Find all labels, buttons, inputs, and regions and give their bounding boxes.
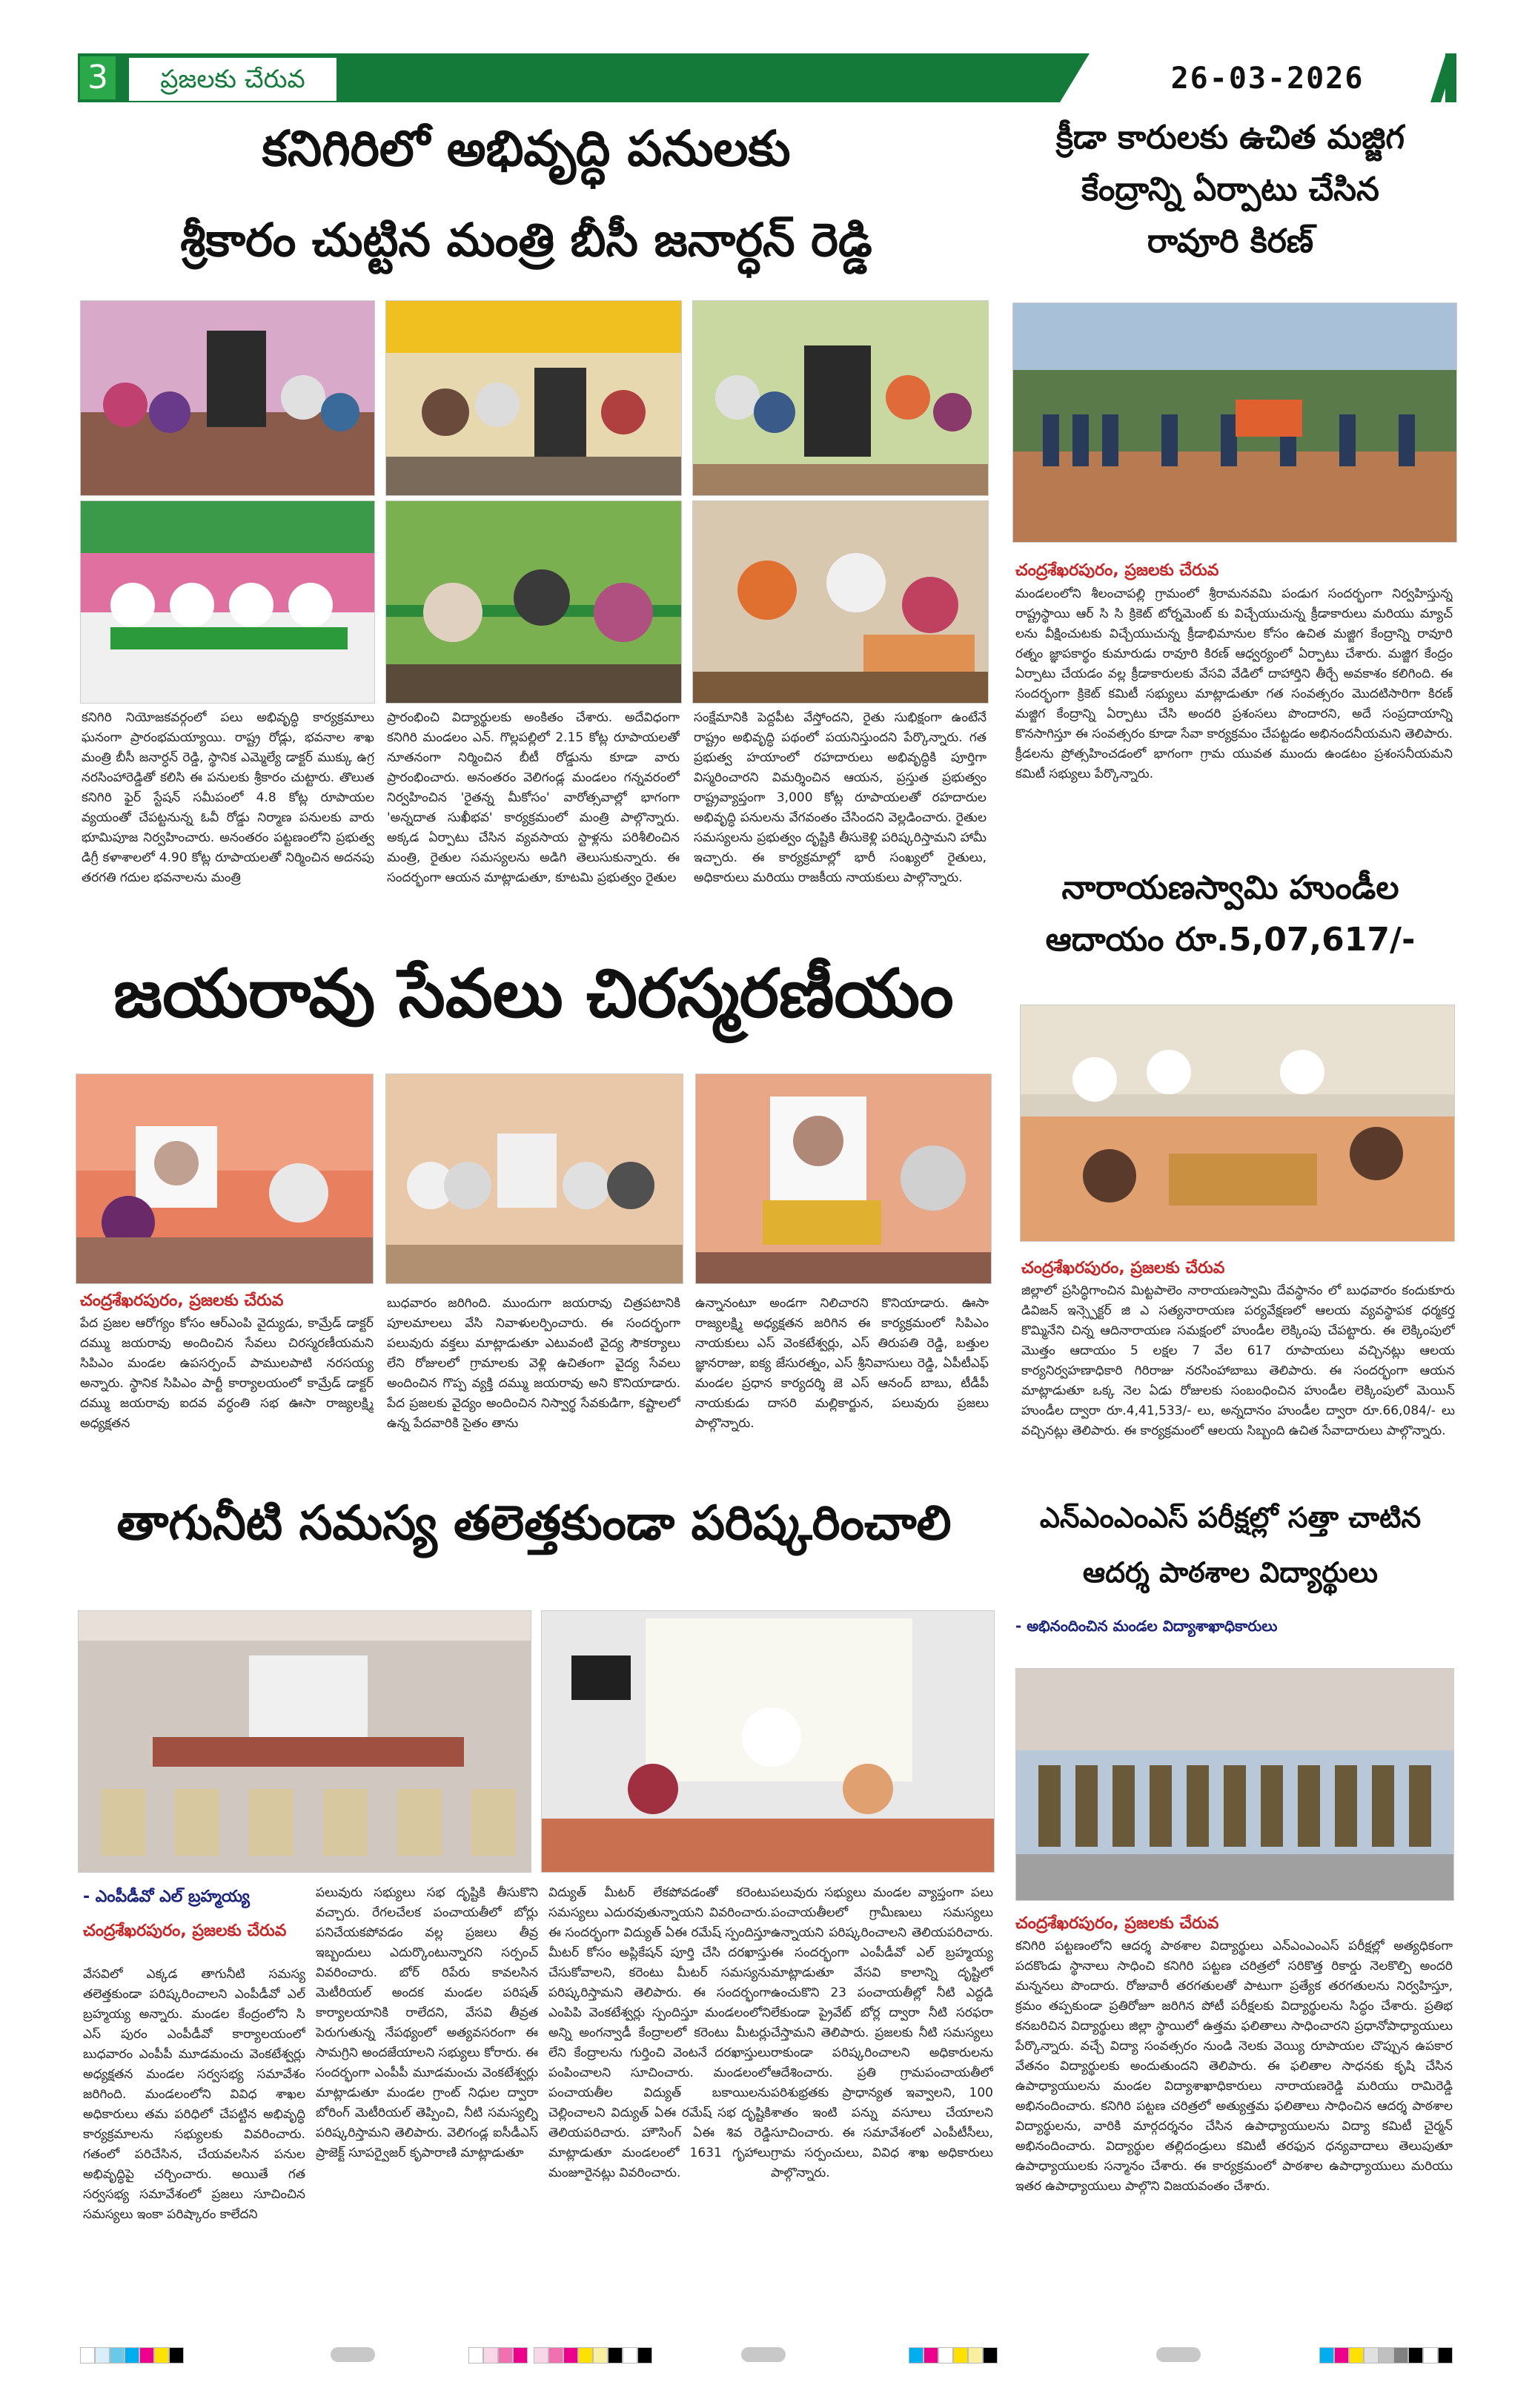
article4-headline: జయరావు సేవలు చిరస్మరణీయం (113, 955, 954, 1033)
article4-dateline: చంద్రశేఖరపురం, ప్రజలకు చేరువ (80, 1291, 284, 1310)
article3-photo (1020, 1005, 1455, 1242)
article2-dateline: చంద్రశేఖరపురం, ప్రజలకు చేరువ (1015, 561, 1219, 580)
article6-photo (1015, 1668, 1454, 1901)
registration-pill-3 (1156, 2347, 1201, 2362)
page-number: 3 (80, 56, 116, 99)
article5-headline: తాగునీటి సమస్య తలెత్తకుండా పరిష్కరించాలి (116, 1496, 952, 1551)
article5-dateline: చంద్రశేఖరపురం, ప్రజలకు చేరువ (83, 1922, 287, 1940)
article6-body: కనిగిరి పట్టణంలోని ఆదర్శ పాఠశాల విద్యార్థులు ఎన్ఎంఎంఎస్ పరీక్షల్లో అత్యధికంగా పదకొండు స్థానాలు సాధించి కనిగిరి పట్టణ చరిత్రలో సరికొత్త రికార్డు నెలకొల్పి అందరి మన్ననలు పొందారు. రోజువారీ తరగతులతో పాటుగా ప్రత్యేక తరగతులను నిర్వహిస్తూ, క్రమం తప్పకుండా ప్రతిరోజూ జరిగిన పోటీ పరీక్షలకు విద్యార్థులను సిద్ధం చేశారు. ప్రతిభ కనబరిచిన విద్యార్థులు జిల్లా స్థాయిలో ఉత్తమ ఫలితాలు సాధించారని ప్రధానోపాధ్యాయులు పేర్కొన్నారు. వచ్చే విద్యా సంవత్సరం నుండి నెలకు వెయ్యి రూపాయల చొప్పున ఉపకార వేతనం విద్యార్థులకు అందుతుందని తెలిపారు. ఈ ఫలితాల సాధనకు కృషి చేసిన ఉపాధ్యాయులను మండల విద్యాశాఖాధికారులు నారాయణరెడ్డి మరియు రామిరెడ్డి అభినందించారు. కనిగిరి పట్టణ చరిత్రలో అత్యుత్తమ ఫలితాలు సాధించిన ఆదర్శ పాఠశాల విద్యార్థులను, వారికి మార్గదర్శనం చేసిన ఉపాధ్యాయులను విద్యా కమిటీ చైర్మన్ అభినందించారు. విద్యార్థుల తల్లిదండ్రులు కమిటీ తరఫున ధన్యవాదాలు తెలుపుతూ ఉపాధ్యాయులకు సన్మానం చేశారు. ఈ కార్యక్రమంలో పాఠశాల ఉపాధ్యాయులు మరియు ఇతర ఉపాధ్యాయులు పాల్గొని విజయవంతం చేశారు. (1015, 1939, 1453, 2194)
issue-date: 26-03-2026 (1170, 62, 1364, 96)
article3-headline-2: ఆదాయం రూ.5,07,617/- (1045, 921, 1416, 959)
registration-pill-1 (331, 2347, 375, 2362)
article3-dateline: చంద్రశేఖరపురం, ప్రజలకు చేరువ (1021, 1259, 1225, 1277)
article3-body: జిల్లాలో ప్రసిద్ధిగాంచిన మిట్టపాలెం నారాయణస్వామి దేవస్థానం లో బుధవారం కందుకూరు డివిజన్ ఇన్స్పెక్టర్ జి ఎ సత్యనారాయణ పర్యవేక్షణలో ఆలయ వ్యవస్థాపక ధర్మకర్త కొమ్మినేని చిన్న ఆదినారాయణ సమక్షంలో హుండీల లెక్కింపు చేపట్టారు. ఈ లెక్కింపులో మొత్తం ఆదాయం 5 లక్షల 7 వేల 617 రూపాయలు వచ్చినట్లు ఆలయ కార్యనిర్వహణాధికారి గిరిరాజు నరసింహాబాబు తెలిపారు. ఈ సందర్భంగా ఆయన మాట్లాడుతూ ఒక్క నెల ఏడు రోజులకు సంబంధించిన హుండీల లెక్కింపులో మెయిన్ హుండీల ద్వారా రూ.4,41,533/- లు, అన్నదానం హుండీల ద్వారా రూ.66,084/- లు వచ్చినట్లు తెలిపారు. ఈ కార్యక్రమంలో ఆలయ సిబ్బంది ఉచిత సేవాదారులు పాల్గొన్నారు. (1021, 1283, 1455, 1438)
article5-photo-2 (541, 1610, 995, 1873)
article2-headline-1: క్రీడా కారులకు ఉచిత మజ్జిగ (1055, 119, 1405, 156)
article4-column-1: పేద ప్రజల ఆరోగ్యం కోసం ఆర్ఎంపి వైద్యుడు, కామ్రేడ్ డాక్టర్ దమ్ము జయరావు అందించిన సేవలు చిరస్మరణీయమని సిపిఎం మండల ఉపసర్పంచ్ పాములపాటి నరసయ్య అన్నారు. స్థానిక సిపిఎం పార్టీ కార్యాలయంలో కామ్రేడ్ డాక్టర్ దమ్ము జయరావు ఐదవ వర్ధంతి సభ ఊసా రాజ్యలక్ష్మి అధ్యక్షతన (80, 1316, 374, 1431)
article1-column-3: సంక్షేమానికి పెద్దపీట వేస్తోందని, రైతు సుభిక్షంగా ఉంటేనే రాష్ట్రం అభివృద్ధి పథంలో పయనిస్తుందని పేర్కొన్నారు. గత ప్రభుత్వ హయాంలో రహదారులు అభివృద్ధికి పూర్తిగా విస్మరించారని విమర్శించిన ఆయన, ప్రస్తుత ప్రభుత్వం రాష్ట్రవ్యాప్తంగా 3,000 కోట్ల రూపాయలతో రహదారుల అభివృద్ధి పనులను వేగవంతం చేసిందని వెల్లడించారు. రైతుల సమస్యలను ప్రభుత్వం దృష్టికి తీసుకెళ్లి పరిష్కరిస్తామని హామీ ఇచ్చారు. ఈ కార్యక్రమాల్లో భారీ సంఖ్యలో రైతులు, అధికారులు మరియు రాజకీయ నాయకులు పాల్గొన్నారు. (694, 710, 986, 885)
article1-photo-5 (385, 500, 682, 704)
article2-headline-3: రావూరి కిరణ్ (1147, 222, 1314, 260)
article6-caption: - అభినందించిన మండల విద్యాశాఖాధికారులు (1015, 1617, 1278, 1635)
article1-headline-1: కనిగిరిలో అభివృద్ధి పనులకు (262, 120, 791, 177)
article4-photo-1 (76, 1074, 374, 1284)
article4-photo-2 (385, 1074, 683, 1284)
article1-headline-2: శ్రీకారం చుట్టిన మంత్రి బీసీ జనార్ధన్ రెడ్డి (180, 213, 872, 267)
article5-column-3: విద్యుత్ మీటర్ లేకపోవడంతో కరెంటు సమస్యలు ఎదురవుతున్నాయని వివరించారు. ఈ సందర్భంగా విద్యుత్ ఏఈ రమేష్ స్పందిస్తూ మీటర్ కోసం అప్లికేషన్ పూర్తి చేసి దరఖాస్తు చేసుకోవాలని, కరెంటు మీటర్ సమస్యను పరిష్కరిస్తామని తెలిపారు. ఈ సందర్భంగా ఎంపిపి వెంకటేశ్వర్లు స్పందిస్తూ మండలంలోని అన్ని అంగన్వాడీ కేంద్రాలలో కరెంటు మీటర్లు లేని కేంద్రాలను గుర్తించి వెంటనే దరఖాస్తులు పంపించాలని సూచించారు. మండలంలో పంచాయతీల విద్యుత్ బకాయిలను చెల్లించాలని విద్యుత్ ఏఈ రమేష్ సభ దృష్టికి తెలియపరిచారు. హౌసింగ్ ఏఈ శివ రెడ్డి మాట్లాడుతూ మండలంలో 1631 గృహాలు మంజూరైనట్లు వివరించారు. (548, 1885, 771, 2180)
article5-column-1: వేసవిలో ఎక్కడ తాగునీటి సమస్య తలెత్తకుండా పరిష్కరించాలని ఎంపీడీవో ఎల్ బ్రహ్మయ్య అన్నారు. మండల కేంద్రంలోని సి ఎస్ పురం ఎంపీడీవో కార్యాలయంలో బుధవారం ఎంపీపీ మూడమంచు వెంకటేశ్వర్లు అధ్యక్షతన మండల సర్వసభ్య సమావేశం జరిగింది. మండలంలోని వివిధ శాఖల అధికారులు తమ పరిధిలో చేపట్టిన అభివృద్ధి కార్యక్రమాలను సభ్యులకు వివరించారు. గతంలో పరిచేసిన, చేయవలసిన పనుల అభివృద్ధిపై చర్చించారు. అయితే గత సర్వసభ్య సమావేశంలో ప్రజలు సూచించిన సమస్యలు ఇంకా పరిష్కారం కాలేదని (83, 1967, 305, 2222)
article1-photo-3 (692, 300, 989, 496)
registration-marks-mid (534, 2347, 652, 2362)
article6-dateline: చంద్రశేఖరపురం, ప్రజలకు చేరువ (1015, 1914, 1219, 1933)
article5-column-4: పలువురు సభ్యులు మండల వ్యాప్తంగా పలు పంచాయతీలలో గ్రామీణులు సమస్యలు ఉన్నాయని పరిష్కరించాలని తెలియపరిచారు. ఈ సందర్భంగా ఎంపీడీవో ఎల్ బ్రహ్మయ్య మాట్లాడుతూ వేసవి కాలాన్ని దృష్టిలో ఉంచుకొని 23 పంచాయతీల్లో నీటి ఎద్దడి లేకుండా ప్రైవేట్ బోర్ల ద్వారా నీటి సరఫరా చేస్తామని తెలిపారు. ప్రజలకు నీటి సమస్యలు రాకుండా పరిష్కరించాలని అధికారులను ఆదేశించారు. ప్రతి గ్రామపంచాయతీలో పరిశుభ్రతకు ప్రాధాన్యత ఇవ్వాలని, 100 శాతం ఇంటి పన్ను వసూలు చేయాలని సూచించారు. ఈ సమావేశంలో ఎంపీటీసీలు, గ్రామ సర్పంచులు, వివిధ శాఖ అధికారులు పాల్గొన్నారు. (771, 1885, 993, 2180)
registration-marks-mid-left (468, 2347, 528, 2362)
article2-headline-2: కేంద్రాన్ని ఏర్పాటు చేసిన (1081, 171, 1379, 208)
article4-column-2: బుధవారం జరిగింది. ముందుగా జయరావు చిత్రపటానికి పూలమాలలు వేసి నివాళులర్పించారు. ఈ సందర్భంగా పలువురు వక్తలు మాట్లాడుతూ ఎటువంటి వైద్య సౌకర్యాలు లేని రోజులలో గ్రామాలకు వెళ్లి ఉచితంగా వైద్య సేవలు అందించిన గొప్ప వ్యక్తి దమ్ము జయరావు అని కొనియాడారు. పేద ప్రజలకు వైద్యం అందించిన నిస్వార్థ సేవకుడిగా, కష్టాలలో ఉన్న పేదవారికి సైతం తాను (387, 1296, 680, 1431)
paper-name: ప్రజలకు చేరువ (127, 56, 338, 102)
article4-column-3: ఉన్నానంటూ అండగా నిలిచారని కొనియాడారు. ఊసా రాజ్యలక్ష్మి అధ్యక్షతన జరిగిన ఈ కార్యక్రమంలో సిపిఎం నాయకులు ఎస్ వెంకటేశ్వర్లు, ఎస్ తిరుపతి రెడ్డి, బత్తుల జ్ఞానరాజు, ఐక్య జేసురత్నం, ఎస్ శ్రీనివాసులు రెడ్డి, ఏపీటీఎఫ్ మండల ప్రధాన కార్యదర్శి జె ఎస్ ఆనంద్ బాబు, టీడీపీ నాయకుడు దాసరి మల్లికార్జున, పలువురు ప్రజలు పాల్గొన్నారు. (695, 1296, 989, 1431)
article1-photo-6 (692, 500, 989, 704)
article3-headline-1: నారాయణస్వామి హుండీల (1061, 869, 1399, 907)
article1-photo-2 (385, 300, 682, 496)
article1-photo-1 (80, 300, 375, 496)
registration-pill-2 (741, 2347, 786, 2362)
article5-photo-1 (78, 1610, 531, 1873)
article5-column-2: పలువురు సభ్యులు సభ దృష్టికి తీసుకొని వచ్చారు. రేగలచేలక పంచాయతీలో బోర్లు పనిచేయకపోవడం వల్ల ప్రజలు తీవ్ర ఇబ్బందులు ఎదుర్కొంటున్నారని సర్పంచ్ వివరించారు. బోర్ రిపేరు కావలసిన మెటీరియల్ అందక మండల పరిషత్ కార్యాలయానికి రాలేదని, వేసవి తీవ్రత పెరుగుతున్న నేపథ్యంలో అత్యవసరంగా ఈ సామగ్రిని అందజేయాలని సభ్యులు కోరారు. ఈ సందర్భంగా ఎంపీపీ మూడమంచు వెంకటేశ్వర్లు మాట్లాడుతూ మండల గ్రాంట్ నిధుల ద్వారా బోరింగ్ మెటీరియల్ తెప్పించి, నీటి సమస్యల్ని పరిష్కరిస్తామని తెలిపారు. వెలిగండ్ల ఐసీడీఎస్ ప్రాజెక్ట్ సూపర్వైజర్ కృపారాణి మాట్లాడుతూ (316, 1885, 538, 2160)
registration-marks-mid-right (909, 2347, 998, 2362)
article2-body: మండలంలోని శీలంచాపల్లి గ్రామంలో శ్రీరామనవమి పండుగ సందర్భంగా నిర్వహిస్తున్న రాష్ట్రస్థాయి ఆర్ సి సి క్రికెట్ టోర్నమెంట్ కు విచ్చేయుచున్న క్రీడాకారులు మరియు మ్యాచ్ లను వీక్షించుటకు విచ్చేయుచున్న క్రీడాభిమానుల కోసం ఉచిత మజ్జిగ కేంద్రాన్ని రావూరి రత్నం జ్ఞాపకార్థం కుమారుడు రావూరి కిరణ్ ఆధ్వర్యంలో ఏర్పాటు చేశారు. మజ్జిగ కేంద్రం ఏర్పాటు చేయడం వల్ల క్రీడాకారులకు వేసవి వేడిలో దాహార్తిని తీర్చే అవకాశం కలిగింది. ఈ సందర్భంగా క్రికెట్ కమిటీ సభ్యులు మాట్లాడుతూ గత సంవత్సరం మొదటిసారిగా కిరణ్ మజ్జిగ కేంద్రాన్ని ఏర్పాటు చేసి అందరి ప్రశంసలు పొందారని, అదే సంప్రదాయాన్ని కొనసాగిస్తూ ఈ సంవత్సరం కూడా సేవా కార్యక్రమం చేపట్టడం అభినందనీయమని తెలిపారు. క్రీడలను ప్రోత్సహించడంలో భాగంగా గ్రామ యువత ముందు ఉండటం ప్రశంసనీయమని కమిటీ సభ్యులు పేర్కొన్నారు. (1015, 586, 1453, 781)
article2-photo (1012, 302, 1457, 543)
article1-column-2: ప్రారంభించి విద్యార్థులకు అంకితం చేశారు. అదేవిధంగా కనిగిరి మండలం ఎన్. గొల్లపల్లిలో 2.15 కోట్ల రూపాయలతో నూతనంగా నిర్మించిన బీటీ రోడ్డును కూడా వారు ప్రారంభించారు. అనంతరం వెలిగండ్ల మండలం గన్నవరంలో నిర్వహించిన 'రైతన్న మీకోసం' వారోత్సవాల్లో భాగంగా 'అన్నదాత సుఖీభవ' కార్యక్రమంలో మంత్రి పాల్గొన్నారు. అక్కడ ఏర్పాటు చేసిన వ్యవసాయ స్టాళ్లను పరిశీలించిన మంత్రి, రైతుల సమస్యలను అడిగి తెలుసుకున్నారు. ఈ సందర్భంగా ఆయన మాట్లాడుతూ, కూటమి ప్రభుత్వం రైతుల (387, 710, 680, 885)
registration-marks-left (80, 2347, 184, 2362)
article5-caption: - ఎంపీడీవో ఎల్ బ్రహ్మయ్య (83, 1888, 250, 1906)
article1-photo-4 (80, 500, 375, 704)
article6-headline-2: ఆదర్శ పాఠశాల విద్యార్థులు (1082, 1556, 1379, 1589)
registration-marks-right (1319, 2347, 1453, 2362)
article4-photo-3 (695, 1074, 992, 1284)
article1-column-1: కనిగిరి నియోజకవర్గంలో పలు అభివృద్ధి కార్యక్రమాలు ఘనంగా ప్రారంభమయ్యాయి. రాష్ట్ర రోడ్లు, భవనాల శాఖ మంత్రి బీసీ జనార్ధన్ రెడ్డి, స్థానిక ఎమ్మెల్యే డాక్టర్ ముక్కు ఉగ్ర నరసింహారెడ్డితో కలిసి ఈ పనులకు శ్రీకారం చుట్టారు. తొలుత కనిగిరి ఫైర్ స్టేషన్ సమీపంలో 4.8 కోట్ల రూపాయల వ్యయంతో చేపట్టనున్న ఓవీ రోడ్డు నిర్మాణ పనులకు వారు భూమిపూజ నిర్వహించారు. అనంతరం పట్టణంలోని ప్రభుత్వ డిగ్రీ కళాశాలలో 4.90 కోట్ల రూపాయలతో నిర్మించిన అదనపు తరగతి గదుల భవనాలను మంత్రి (82, 710, 374, 885)
article6-headline-1: ఎన్ఎంఎంఎస్ పరీక్షల్లో సత్తా చాటిన (1039, 1501, 1422, 1534)
